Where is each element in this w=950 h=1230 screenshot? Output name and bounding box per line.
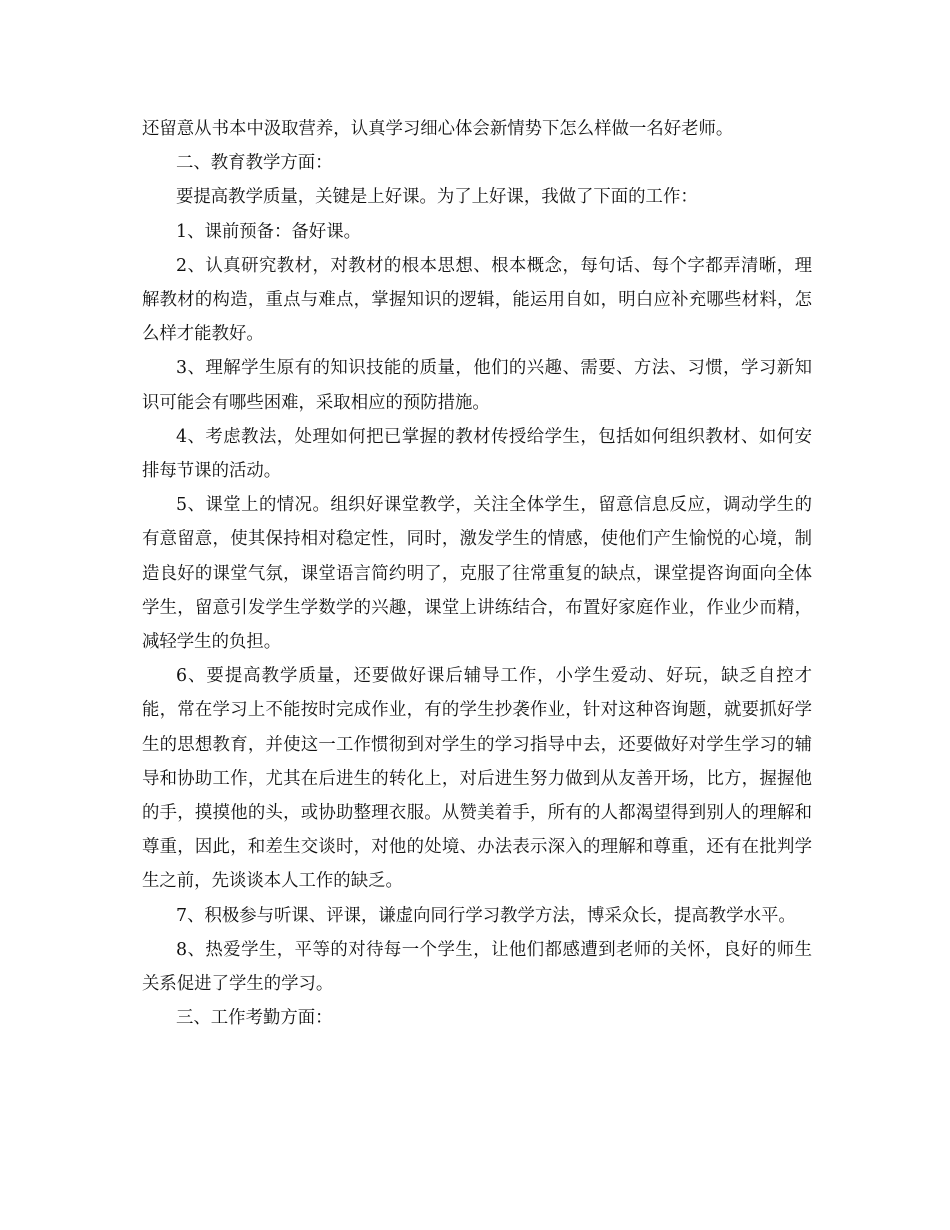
paragraph-item-2: 2、认真研究教材，对教材的根本思想、根本概念，每句话、每个字都弄清晰，理解教材的构造，重点与难点，掌握知识的逻辑，能运用自如，明白应补充哪些材料，怎么样才能教好。: [142, 255, 812, 345]
paragraph-item-5: 5、课堂上的情况。组织好课堂教学，关注全体学生，留意信息反应，调动学生的有意留意，使其保持相对稳定性，同时，激发学生的情感，使他们产生愉悦的心境，制造良好的课堂气氛，课堂语言简约明了，克服了往常重复的缺点，课堂提咨询面向全体学生，留意引发学生学数学的兴趣，课堂上讲练结合，布置好家庭作业，作业少而精，减轻学生的负担。: [142, 495, 812, 653]
paragraph-item-8: 8、热爱学生，平等的对待每一个学生，让他们都感遭到老师的关怀，良好的师生关系促进了学生的学习。: [142, 939, 812, 995]
paragraph-item-6: 6、要提高教学质量，还要做好课后辅导工作，小学生爱动、好玩，缺乏自控才能，常在学习上不能按时完成作业，有的学生抄袭作业，针对这种咨询题，就要抓好学生的思想教育，并使这一工作惯彻到对学生的学习指导中去，还要做好对学生学习的辅导和协助工作，尤其在后进生的转化上，对后进生努力做到从友善开场，比方，握握他的手，摸摸他的头，或协助整理衣服。从赞美着手，所有的人都渴望得到别人的理解和尊重，因此，和差生交谈时，对他的处境、办法表示深入的理解和尊重，还有在批判学生之前，先谈谈本人工作的缺乏。: [142, 666, 812, 892]
paragraph-item-1: 1、课前预备：备好课。: [176, 221, 361, 242]
section-heading-attendance: 三、工作考勤方面：: [176, 1008, 333, 1029]
paragraph-item-7: 7、积极参与听课、评课，谦虚向同行学习教学方法，博采众长，提高教学水平。: [176, 905, 796, 926]
paragraph-continuation: 还留意从书本中汲取营养，认真学习细心体会新情势下怎么样做一名好老师。: [142, 119, 734, 139]
paragraph-item-3: 3、理解学生原有的知识技能的质量，他们的兴趣、需要、方法、习惯，学习新知识可能会有哪些困难，采取相应的预防措施。: [142, 358, 812, 413]
paragraph-intro: 要提高教学质量，关键是上好课。为了上好课，我做了下面的工作：: [176, 187, 698, 208]
paragraph-item-4: 4、考虑教法，处理如何把已掌握的教材传授给学生，包括如何组织教材、如何安排每节课的活动。: [142, 426, 812, 482]
document-body: [142, 112, 812, 1035]
section-heading-teaching: 二、教育教学方面：: [176, 153, 333, 174]
